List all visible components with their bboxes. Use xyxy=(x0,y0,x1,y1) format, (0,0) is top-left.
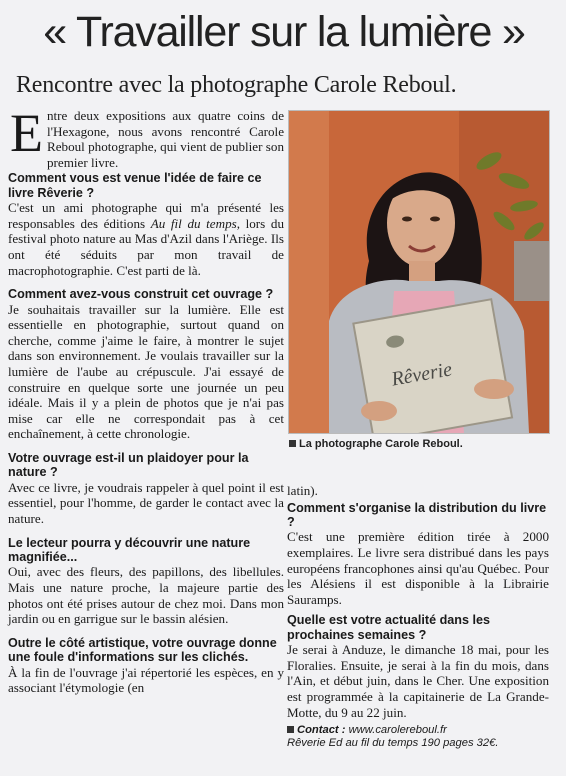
answer-5: À la fin de l'ouvrage j'ai répertorié les espèces, en y associant l'étymologie (en xyxy=(8,664,284,696)
answer-7: Je serai à Anduze, le dimanche 18 mai, pour les Floralies. Ensuite, je serai à la fin du mois, dans l'Ain, et début juin, dans le Cher. Une exposition est programmée à la capitainerie de La Grande-Motte, du 9 au 22 juin. xyxy=(287,642,549,720)
answer-1: C'est un ami photographe qui m'a présenté les responsables des éditions Au fil du temps, lors du festival photo nature au Mas d'Azil dans l'Ariège. Ils ont été séduits par mon travail de macrophotographie. C'est parti de là. xyxy=(8,200,284,278)
drop-cap: E xyxy=(10,103,43,163)
contact-block xyxy=(287,724,549,750)
question-1: Comment vous est venue l'idée de faire ce livre Rêverie ? xyxy=(8,171,262,200)
subtitle: Rencontre avec la photographe Carole Reboul. xyxy=(16,72,457,98)
question-7: Quelle est votre actualité dans les prochaines semaines ? xyxy=(287,613,490,642)
answer-4: Oui, avec des fleurs, des papillons, des libellules. Mais une nature proche, la majeure partie des photos ont été prises autour de chez moi. Dans mon jardin ou en garrigue sur le bassin alésien. xyxy=(8,564,284,627)
book-info: Rêverie Ed au fil du temps 190 pages 32€. xyxy=(287,737,499,750)
answer-3: Avec ce livre, je voudrais rappeler à quel point il est essentiel, pour l'homme, de garder le contact avec la nature. xyxy=(8,479,284,526)
publisher-name: Au fil du temps xyxy=(150,215,237,231)
question-6: Comment s'organise la distribution du livre ? xyxy=(287,500,547,529)
headline: « Travailler sur la lumière » xyxy=(43,8,525,56)
answer-2: Je souhaitais travailler sur la lumière. Elle est essentielle en photographie, surtout quand on cherche, comme j'aime le faire, à montrer le sujet dans son environnement. Je voulais travailler sur la lumière de l'aube au crépuscule. J'ai essayé de construire en quelque sorte une journée un peu idéale. Mais il y a plein de photos que je n'ai pas mise car elle ne correspondait pas à cet enchaînement, à cette chronologie. xyxy=(8,301,284,442)
right-column xyxy=(287,483,549,750)
intro-paragraph xyxy=(8,103,284,170)
question-4: Le lecteur pourra y découvrir une nature magnifiée... xyxy=(8,535,251,564)
answer-5-continued: latin). xyxy=(287,483,318,498)
left-column xyxy=(8,103,284,696)
contact-url[interactable]: www.carolereboul.fr xyxy=(348,724,447,737)
book-title-text: Rêverie xyxy=(389,358,454,391)
intro-text: ntre deux expositions aux quatre coins de l'Hexagone, nous avons rencontré Carole Reboul photographe, qui vient de publier son premier livre. xyxy=(47,108,284,170)
question-5: Outre le côté artistique, votre ouvrage donne une foule d'informations sur les clichés. xyxy=(8,635,277,665)
photo-caption: La photographe Carole Reboul. xyxy=(289,438,463,450)
caption-square-icon xyxy=(289,440,296,447)
portrait-photo xyxy=(288,110,550,434)
portrait-illustration xyxy=(289,111,549,433)
answer-6: C'est une première édition tirée à 2000 exemplaires. Le livre sera distribué dans les pays européens francophones ainsi qu'au Québec. Pour les Alésiens il est disponible à la Librairie Sauramps. xyxy=(287,529,549,607)
question-2: Comment avez-vous construit cet ouvrage ? xyxy=(8,287,274,302)
contact-label: Contact : xyxy=(297,724,346,737)
question-3: Votre ouvrage est-il un plaidoyer pour la nature ? xyxy=(8,450,249,480)
